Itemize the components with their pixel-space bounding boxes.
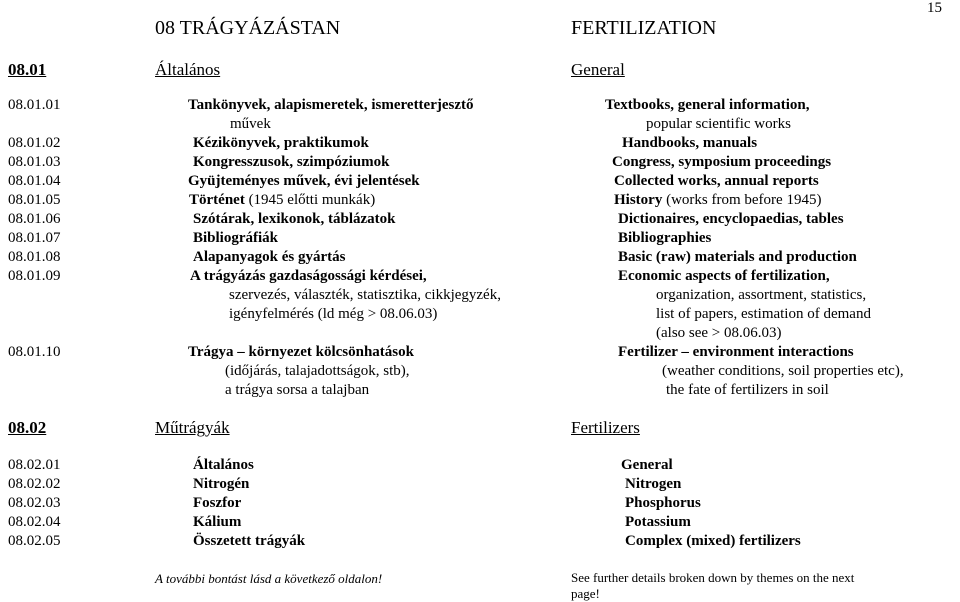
entry-code: 08.01.10	[8, 344, 61, 360]
entry-code: 08.01.04	[8, 173, 61, 189]
entry-hu-line: szervezés, választék, statisztika, cikkjegyzék,	[229, 287, 501, 303]
entry-en-line: Complex (mixed) fertilizers	[625, 533, 801, 549]
entry-hu-line: Gyüjteményes művek, évi jelentések	[188, 173, 420, 189]
entry-en-line: Dictionaires, encyclopaedias, tables	[618, 211, 844, 227]
entry-en-line: Collected works, annual reports	[614, 173, 819, 189]
entry-hu-line: Bibliográfiák	[193, 230, 279, 246]
entry-hu-line: Nitrogén	[193, 476, 250, 492]
entry-code: 08.01.03	[8, 154, 61, 170]
section-code: 08.01	[8, 60, 47, 79]
entry-hu-line: Kézikönyvek, praktikumok	[193, 135, 369, 151]
entry-hu-line: Alapanyagok és gyártás	[193, 249, 346, 265]
chapter-title-en: FERTILIZATION	[571, 17, 717, 39]
entry-code: 08.01.06	[8, 211, 61, 227]
entry-en-line: (also see > 08.06.03)	[656, 325, 782, 341]
entry-en-line: Textbooks, general information,	[605, 97, 810, 113]
entry-hu-line: a trágya sorsa a talajban	[225, 382, 370, 398]
entry-code: 08.01.05	[8, 192, 61, 208]
entry-code: 08.02.02	[8, 476, 61, 492]
entry-hu-line: Általános	[193, 457, 254, 473]
entry-hu-line: Trágya – környezet kölcsönhatások	[188, 344, 414, 360]
entry-hu-line: Kongresszusok, szimpóziumok	[193, 154, 390, 170]
entry-en-line: list of papers, estimation of demand	[656, 306, 871, 322]
entry-en-line: popular scientific works	[646, 116, 791, 132]
chapter-title-hu: 08 TRÁGYÁZÁSTAN	[155, 17, 341, 39]
entry-en-line: Fertilizer – environment interactions	[618, 344, 854, 360]
section-title-hu: Műtrágyák	[155, 418, 230, 437]
entry-en-line: Economic aspects of fertilization,	[618, 268, 830, 284]
entry-hu-line: (időjárás, talajadottságok, stb),	[225, 363, 410, 379]
entry-code: 08.02.03	[8, 495, 61, 511]
entry-hu-line: Szótárak, lexikonok, táblázatok	[193, 211, 396, 227]
section-title-hu: Általános	[155, 60, 221, 79]
entry-en-line: organization, assortment, statistics,	[656, 287, 867, 303]
footer-note-hu: A további bontást lásd a következő oldalon!	[155, 571, 383, 586]
entry-code: 08.01.07	[8, 230, 61, 246]
entry-en-line: Congress, symposium proceedings	[612, 154, 832, 170]
entry-en-line: Nitrogen	[625, 476, 682, 492]
entry-en-line: General	[621, 457, 673, 473]
page-number: 15	[927, 0, 942, 16]
entry-hu-rest: (1945 előtti munkák)	[244, 192, 376, 208]
entry-code: 08.02.01	[8, 457, 61, 473]
footer-note-en: See further details broken down by themes on the next page!	[571, 570, 855, 601]
entry-code: 08.01.01	[8, 97, 61, 113]
entry-en-line: Bibliographies	[618, 230, 712, 246]
entry-hu-line: Összetett trágyák	[193, 533, 306, 549]
section-code: 08.02	[8, 418, 47, 437]
entry-hu-line: A trágyázás gazdaságossági kérdései,	[190, 268, 427, 284]
section-title-en: Fertilizers	[571, 418, 640, 437]
entry-code: 08.01.09	[8, 268, 61, 284]
entry-hu-line: Foszfor	[193, 495, 242, 511]
entry-hu-line: Kálium	[193, 514, 242, 530]
entry-en-line: Basic (raw) materials and production	[618, 249, 857, 265]
entry-en-line: (weather conditions, soil properties etc),	[662, 363, 904, 379]
entry-en-line: Phosphorus	[625, 495, 701, 511]
entry-hu-bold: Történet	[189, 192, 245, 208]
entry-code: 08.02.05	[8, 533, 61, 549]
entry-en-line: Handbooks, manuals	[622, 135, 758, 151]
entry-code: 08.01.02	[8, 135, 61, 151]
entry-en-rest: (works from before 1945)	[662, 192, 822, 208]
entry-en-line: the fate of fertilizers in soil	[666, 382, 829, 398]
entry-hu-line: igényfelmérés (ld még > 08.06.03)	[229, 306, 438, 322]
entry-en-line	[614, 192, 821, 209]
entry-code: 08.01.08	[8, 249, 61, 265]
entry-code: 08.02.04	[8, 514, 61, 530]
section-title-en: General	[571, 60, 625, 79]
entry-hu-line	[189, 192, 375, 209]
entry-hu-line: Tankönyvek, alapismeretek, ismeretterjesztő	[188, 97, 474, 113]
entry-hu-line: művek	[230, 116, 271, 132]
entry-en-bold: History	[614, 192, 663, 208]
entry-en-line: Potassium	[625, 514, 691, 530]
